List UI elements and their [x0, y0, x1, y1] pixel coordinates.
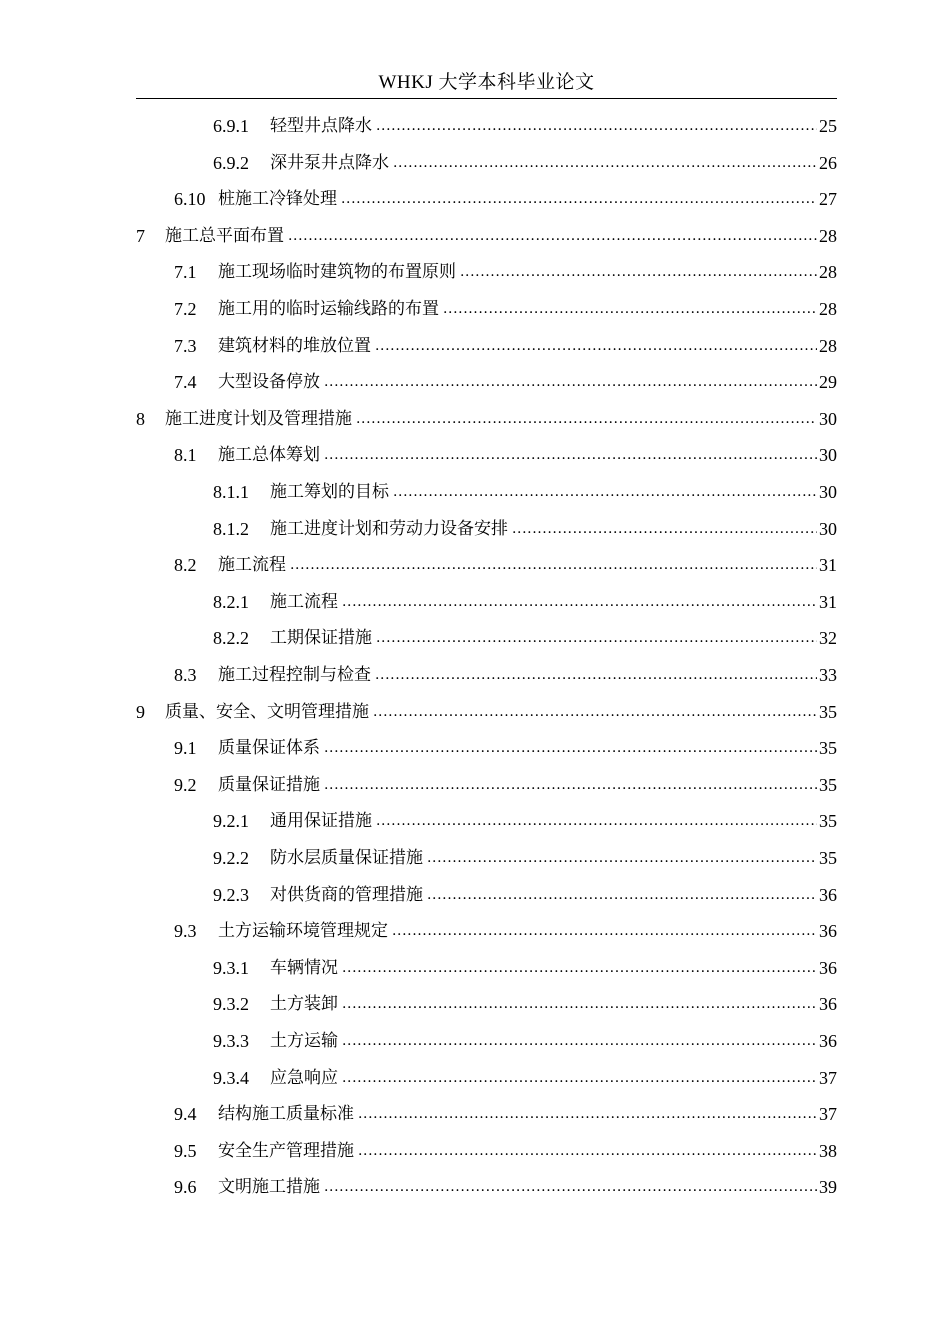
toc-entry-page-number: 35: [819, 738, 837, 758]
toc-entry-title: 质量保证措施: [218, 775, 320, 795]
dot-leader: [376, 116, 817, 136]
dot-leader: [356, 409, 817, 429]
toc-entry[interactable]: [213, 584, 837, 620]
header-rule: [136, 98, 837, 99]
toc-entry-number: 7.2: [174, 299, 197, 319]
dot-leader: [341, 189, 817, 209]
dot-leader: [392, 921, 817, 941]
dot-leader: [427, 848, 817, 868]
toc-entry-page-number: 36: [819, 885, 837, 905]
toc-entry-page-number: 28: [819, 226, 837, 246]
toc-entry-page-number: 27: [819, 189, 837, 209]
toc-entry[interactable]: [213, 511, 837, 547]
toc-entry-title: 土方运输环境管理规定: [218, 921, 388, 941]
dot-leader: [342, 592, 817, 612]
toc-entry[interactable]: [174, 547, 837, 583]
toc-entry[interactable]: [174, 364, 837, 400]
toc-entry-number: 9.3.1: [213, 958, 249, 978]
toc-entry-number: 6.9.2: [213, 153, 249, 173]
toc-entry-number: 9.3.3: [213, 1031, 249, 1051]
toc-entry-number: 8.3: [174, 665, 197, 685]
dot-leader: [373, 702, 817, 722]
toc-entry-page-number: 32: [819, 628, 837, 648]
toc-entry-title: 桩施工冷锋处理: [218, 189, 337, 209]
toc-entry-page-number: 28: [819, 299, 837, 319]
toc-entry[interactable]: [136, 401, 837, 437]
toc-entry-page-number: 36: [819, 1031, 837, 1051]
toc-entry-page-number: 30: [819, 519, 837, 539]
toc-entry[interactable]: [174, 913, 837, 949]
toc-entry-page-number: 36: [819, 994, 837, 1014]
toc-entry-title: 施工流程: [218, 555, 286, 575]
toc-entry-number: 8.1.1: [213, 482, 249, 502]
toc-entry-page-number: 30: [819, 409, 837, 429]
toc-entry-page-number: 26: [819, 153, 837, 173]
toc-entry-number: 9.2.2: [213, 848, 249, 868]
toc-entry[interactable]: [174, 291, 837, 327]
dot-leader: [460, 262, 817, 282]
dot-leader: [324, 738, 817, 758]
toc-entry-number: 7.3: [174, 336, 197, 356]
toc-entry-title: 工期保证措施: [270, 628, 372, 648]
toc-entry-page-number: 31: [819, 592, 837, 612]
toc-entry[interactable]: [213, 620, 837, 656]
toc-entry-number: 8.1.2: [213, 519, 249, 539]
toc-entry-title: 施工筹划的目标: [270, 482, 389, 502]
toc-entry-number: 9.3.2: [213, 994, 249, 1014]
toc-entry-number: 9.2.3: [213, 885, 249, 905]
toc-entry[interactable]: [174, 730, 837, 766]
toc-entry-page-number: 30: [819, 482, 837, 502]
dot-leader: [427, 885, 817, 905]
toc-entry-title: 安全生产管理措施: [218, 1141, 354, 1161]
toc-entry-number: 7: [136, 226, 145, 246]
toc-entry-page-number: 30: [819, 445, 837, 465]
toc-entry-page-number: 33: [819, 665, 837, 685]
toc-entry[interactable]: [213, 840, 837, 876]
toc-entry-number: 8.2: [174, 555, 197, 575]
toc-entry-page-number: 38: [819, 1141, 837, 1161]
toc-entry-number: 8.2.1: [213, 592, 249, 612]
toc-entry-number: 6.10: [174, 189, 206, 209]
toc-entry[interactable]: [136, 694, 837, 730]
toc-entry-title: 施工总体筹划: [218, 445, 320, 465]
toc-entry-title: 通用保证措施: [270, 811, 372, 831]
toc-entry-page-number: 35: [819, 775, 837, 795]
toc-entry[interactable]: [174, 328, 837, 364]
toc-entry[interactable]: [213, 108, 837, 144]
toc-entry[interactable]: [174, 437, 837, 473]
toc-entry-number: 9.1: [174, 738, 197, 758]
toc-entry[interactable]: [213, 877, 837, 913]
toc-entry-page-number: 28: [819, 336, 837, 356]
toc-entry-page-number: 37: [819, 1104, 837, 1124]
toc-entry[interactable]: [174, 657, 837, 693]
page-header-title: WHKJ 大学本科毕业论文: [378, 72, 595, 93]
toc-entry[interactable]: [174, 1096, 837, 1132]
toc-entry-page-number: 36: [819, 958, 837, 978]
dot-leader: [393, 482, 817, 502]
toc-entry-page-number: 39: [819, 1177, 837, 1197]
toc-entry[interactable]: [213, 145, 837, 181]
toc-entry-title: 土方装卸: [270, 994, 338, 1014]
dot-leader: [342, 1031, 817, 1051]
toc-entry-title: 轻型井点降水: [270, 116, 372, 136]
toc-entry-title: 施工流程: [270, 592, 338, 612]
toc-entry-title: 质量、安全、文明管理措施: [165, 702, 369, 722]
toc-entry-title: 车辆情况: [270, 958, 338, 978]
dot-leader: [376, 628, 817, 648]
dot-leader: [290, 555, 817, 575]
dot-leader: [512, 519, 817, 539]
toc-entry[interactable]: [174, 767, 837, 803]
dot-leader: [376, 811, 817, 831]
toc-entry-title: 文明施工措施: [218, 1177, 320, 1197]
toc-entry-title: 防水层质量保证措施: [270, 848, 423, 868]
dot-leader: [288, 226, 817, 246]
toc-entry-number: 9.4: [174, 1104, 197, 1124]
toc-entry-number: 9.6: [174, 1177, 197, 1197]
toc-entry-title: 建筑材料的堆放位置: [218, 336, 371, 356]
toc-entry-number: 9.2.1: [213, 811, 249, 831]
toc-entry-title: 对供货商的管理措施: [270, 885, 423, 905]
toc-entry-title: 施工现场临时建筑物的布置原则: [218, 262, 456, 282]
toc-entry-page-number: 36: [819, 921, 837, 941]
toc-entry[interactable]: [213, 474, 837, 510]
toc-entry-number: 9: [136, 702, 145, 722]
toc-entry-title: 施工过程控制与检查: [218, 665, 371, 685]
toc-entry-number: 9.3.4: [213, 1068, 249, 1088]
toc-entry-title: 应急响应: [270, 1068, 338, 1088]
dot-leader: [358, 1104, 817, 1124]
toc-entry-page-number: 28: [819, 262, 837, 282]
toc-entry-number: 8.2.2: [213, 628, 249, 648]
dot-leader: [358, 1141, 817, 1161]
toc-entry-title: 结构施工质量标准: [218, 1104, 354, 1124]
toc-entry-title: 土方运输: [270, 1031, 338, 1051]
dot-leader: [443, 299, 817, 319]
toc-entry-title: 施工进度计划及管理措施: [165, 409, 352, 429]
dot-leader: [375, 336, 817, 356]
toc-entry-title: 施工进度计划和劳动力设备安排: [270, 519, 508, 539]
toc-entry-title: 大型设备停放: [218, 372, 320, 392]
dot-leader: [324, 445, 817, 465]
toc-entry-number: 7.4: [174, 372, 197, 392]
toc-entry-page-number: 25: [819, 116, 837, 136]
toc-entry-title: 质量保证体系: [218, 738, 320, 758]
toc-entry[interactable]: [174, 1169, 837, 1205]
dot-leader: [342, 994, 817, 1014]
dot-leader: [342, 1068, 817, 1088]
toc-entry-page-number: 35: [819, 702, 837, 722]
toc-entry[interactable]: [213, 1023, 837, 1059]
toc-entry[interactable]: [174, 254, 837, 290]
toc-entry-number: 8.1: [174, 445, 197, 465]
toc-entry[interactable]: [136, 218, 837, 254]
toc-entry-number: 9.2: [174, 775, 197, 795]
toc-entry-page-number: 37: [819, 1068, 837, 1088]
toc-entry-number: 9.3: [174, 921, 197, 941]
toc-entry[interactable]: [213, 986, 837, 1022]
dot-leader: [375, 665, 817, 685]
toc-entry[interactable]: [213, 1060, 837, 1096]
toc-entry-title: 施工总平面布置: [165, 226, 284, 246]
toc-entry-page-number: 31: [819, 555, 837, 575]
dot-leader: [342, 958, 817, 978]
toc-entry-number: 7.1: [174, 262, 197, 282]
toc-entry[interactable]: [213, 803, 837, 839]
dot-leader: [324, 1177, 817, 1197]
toc-entry[interactable]: [213, 950, 837, 986]
toc-entry[interactable]: [174, 1133, 837, 1169]
toc-entry-page-number: 35: [819, 848, 837, 868]
toc-entry-number: 6.9.1: [213, 116, 249, 136]
dot-leader: [324, 372, 817, 392]
dot-leader: [393, 153, 817, 173]
toc-entry-page-number: 35: [819, 811, 837, 831]
toc-entry-title: 施工用的临时运输线路的布置: [218, 299, 439, 319]
toc-entry[interactable]: [174, 181, 837, 217]
toc-entry-number: 8: [136, 409, 145, 429]
toc-entry-page-number: 29: [819, 372, 837, 392]
dot-leader: [324, 775, 817, 795]
toc-entry-title: 深井泵井点降水: [270, 153, 389, 173]
toc-entry-number: 9.5: [174, 1141, 197, 1161]
